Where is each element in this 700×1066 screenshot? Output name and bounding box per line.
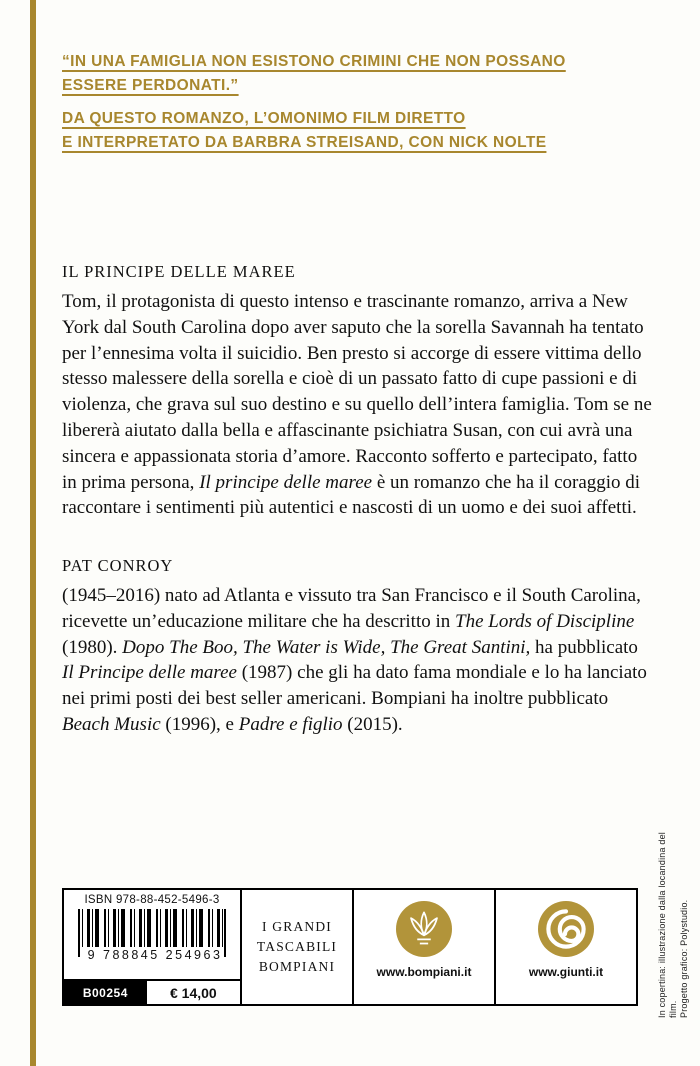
film-credit-line2: E INTERPRETATO DA BARBRA STREISAND, CON NICK NOLTE — [62, 134, 547, 151]
bompiani-flower-icon — [396, 901, 452, 957]
giunti-url: www.giunti.it — [528, 965, 604, 979]
cover-credit-line: In copertina: illustrazione dalla locandina del film. — [657, 831, 678, 1018]
bio-seg-10: (2015). — [342, 713, 403, 735]
synopsis-text — [62, 289, 652, 521]
barcode-block — [64, 890, 242, 1004]
barcode-bars-icon — [78, 909, 226, 947]
synopsis-seg-1-title: Il principe delle maree — [199, 471, 373, 493]
author-name-heading: PAT CONROY — [62, 556, 174, 575]
book-title-heading: IL PRINCIPE DELLE MAREE — [62, 262, 296, 281]
price-row — [64, 979, 240, 1004]
bio-seg-6: (1987) che gli ha dato fama mondiale e lo ha lanciato nei primi posti dei best seller americani. Bompiani ha inoltre pubblicato — [62, 662, 647, 710]
tagline-quote-line2: ESSERE PERDONATI.” — [62, 77, 239, 94]
series-line-1: I GRANDI — [262, 919, 332, 934]
bio-seg-5: Il Principe delle maree — [62, 662, 237, 684]
film-credit-line1: DA QUESTO ROMANZO, L’OMONIMO FILM DIRETTO — [62, 110, 466, 127]
synopsis-seg-0: Tom, il protagonista di questo intenso e trascinante romanzo, arriva a New York dal South Carolina dopo aver saputo che la sorella Savannah ha tentato per l’ennesima volta il suicidio. Ben presto si accorge di essere vittima dello stesso malessere della sorella e cioè di un passato fatto di cupe passioni e di violenza, che grava sul suo destino e su quello dell’intera famiglia. Tom se ne libererà aiutato dalla bella e affascinante psichiatra Susan, con cui avrà una sincera e appassionata storia d’amore. Racconto sofferto e partecipato, fatto in prima persona, — [62, 291, 652, 493]
bio-seg-2: (1980). — [62, 636, 123, 658]
bompiani-url: www.bompiani.it — [376, 965, 472, 979]
spine-stripe — [30, 0, 36, 1066]
author-bio-text — [62, 583, 652, 738]
tagline-quote — [62, 50, 637, 98]
bio-seg-4: ha pubblicato — [530, 636, 638, 658]
bio-seg-9: Padre e figlio — [238, 713, 343, 735]
giunti-logo-cell — [496, 890, 636, 1004]
series-label — [242, 890, 354, 1004]
synopsis-seg-2: è un romanzo che ha il coraggio di raccontare i sentimenti più autentici e nascosti di un uomo e dei suoi affetti. — [62, 471, 641, 519]
film-credit — [62, 107, 637, 155]
synopsis-section — [62, 262, 652, 521]
bompiani-logo-cell — [354, 890, 496, 1004]
bio-seg-1: The Lords of Discipline — [455, 610, 635, 632]
barcode-digits: 9 788845 254963 — [87, 948, 223, 962]
price-label: € 14,00 — [170, 984, 217, 1001]
series-line-2: TASCABILI — [256, 939, 338, 954]
isbn-label: ISBN 978-88-452-5496-3 — [84, 894, 220, 906]
tagline-quote-line1: “IN UNA FAMIGLIA NON ESISTONO CRIMINI CHE NON POSSANO — [62, 53, 566, 70]
colophon-box — [62, 888, 638, 1006]
bio-seg-7: Beach Music — [62, 713, 161, 735]
bio-seg-3: Dopo The Boo, The Water is Wide, The Great Santini, — [122, 636, 531, 658]
publisher-code-badge: B00254 — [64, 981, 147, 1004]
credits-vertical-note — [657, 828, 690, 1018]
giunti-spiral-icon — [538, 901, 594, 957]
design-credit-line: Progetto grafico: Polystudio. — [679, 899, 689, 1018]
bio-seg-8: (1996), e — [160, 713, 239, 735]
author-bio-section — [62, 556, 652, 738]
bio-seg-0: (1945–2016) nato ad Atlanta e vissuto tra San Francisco e il South Carolina, ricevette un’educazione militare che ha descritto in — [62, 585, 641, 632]
series-line-3: BOMPIANI — [258, 959, 336, 974]
